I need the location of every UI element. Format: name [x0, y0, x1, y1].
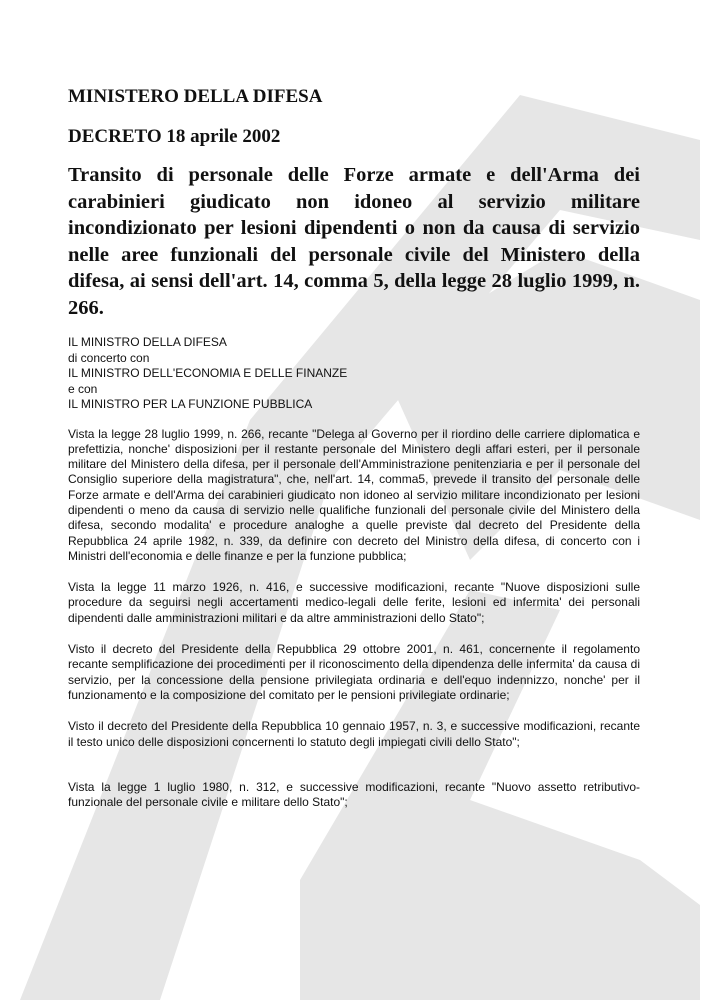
ministry-heading: MINISTERO DELLA DIFESA — [68, 86, 323, 107]
signer-line: IL MINISTRO DELL'ECONOMIA E DELLE FINANZE — [68, 366, 348, 380]
paragraph: Visto il decreto del Presidente della Repubblica 10 gennaio 1957, n. 3, e successive modificazioni, recante il testo unico delle disposizioni concernenti lo statuto degli impiegati civili dello Stato"; — [68, 719, 640, 749]
signer-line: IL MINISTRO PER LA FUNZIONE PUBBLICA — [68, 397, 313, 411]
document-page — [68, 84, 640, 826]
paragraph: Vista la legge 1 luglio 1980, n. 312, e successive modificazioni, recante "Nuovo assetto retributivo-funzionale del personale civile e militare dello Stato"; — [68, 779, 640, 810]
signer-line: di concerto con — [68, 350, 150, 365]
signer-line: IL MINISTRO DELLA DIFESA — [68, 335, 227, 349]
signer-line: e con — [68, 381, 98, 396]
decree-heading: DECRETO 18 aprile 2002 — [68, 126, 281, 147]
signers-block — [68, 335, 640, 413]
paragraph: Vista la legge 28 luglio 1999, n. 266, recante "Delega al Governo per il riordino delle carriere diplomatica e prefettizia, nonche' disposizioni per il restante personale del Ministero degli affari esteri, per il personale militare del Ministero della difesa, per il personale dell'Amministrazione penitenziaria e per il personale del Consiglio superiore della magistratura", che, nell'art. 14, comma5, prevede il transito del personale delle Forze armate e dell'Arma dei carabinieri giudicato non idoneo al servizio militare incondizionato per lesioni dipendenti o meno da causa di servizio nelle qualifiche funzionali del personale civile del Ministero della difesa, secondo modalita' e procedure analoghe a quelle previste dal decreto del Presidente della Repubblica 24 aprile 1982, n. 339, da definire con decreto del Ministro della difesa, di concerto con i Ministri dell'economia e delle finanze e per la funzione pubblica; — [68, 426, 640, 563]
decree-title: Transito di personale delle Forze armate e dell'Arma dei carabinieri giudicato non idoneo al servizio militare incondizionato per lesioni dipendenti o non da causa di servizio nelle aree funzionali del personale civile del Ministero della difesa, ai sensi dell'art. 14, comma 5, della legge 28 luglio 1999, n. 266. — [68, 164, 640, 319]
paragraph: Vista la legge 11 marzo 1926, n. 416, e successive modificazioni, recante "Nuove disposizioni sulle procedure da seguirsi negli accertamenti medico-legali delle ferite, lesioni ed infermita' dei personali dipendenti dalle amministrazioni militari e da altre amministrazioni dello Stato"; — [68, 580, 640, 625]
paragraph: Visto il decreto del Presidente della Repubblica 29 ottobre 2001, n. 461, concernente il regolamento recante semplificazione dei procedimenti per il riconoscimento della dipendenza delle infermita' da causa di servizio, per la concessione della pensione privilegiata ordinaria e dell'equo indennizzo, nonche' per il funzionamento e la composizione del comitato per le pensioni privilegiate ordinarie; — [68, 642, 640, 702]
